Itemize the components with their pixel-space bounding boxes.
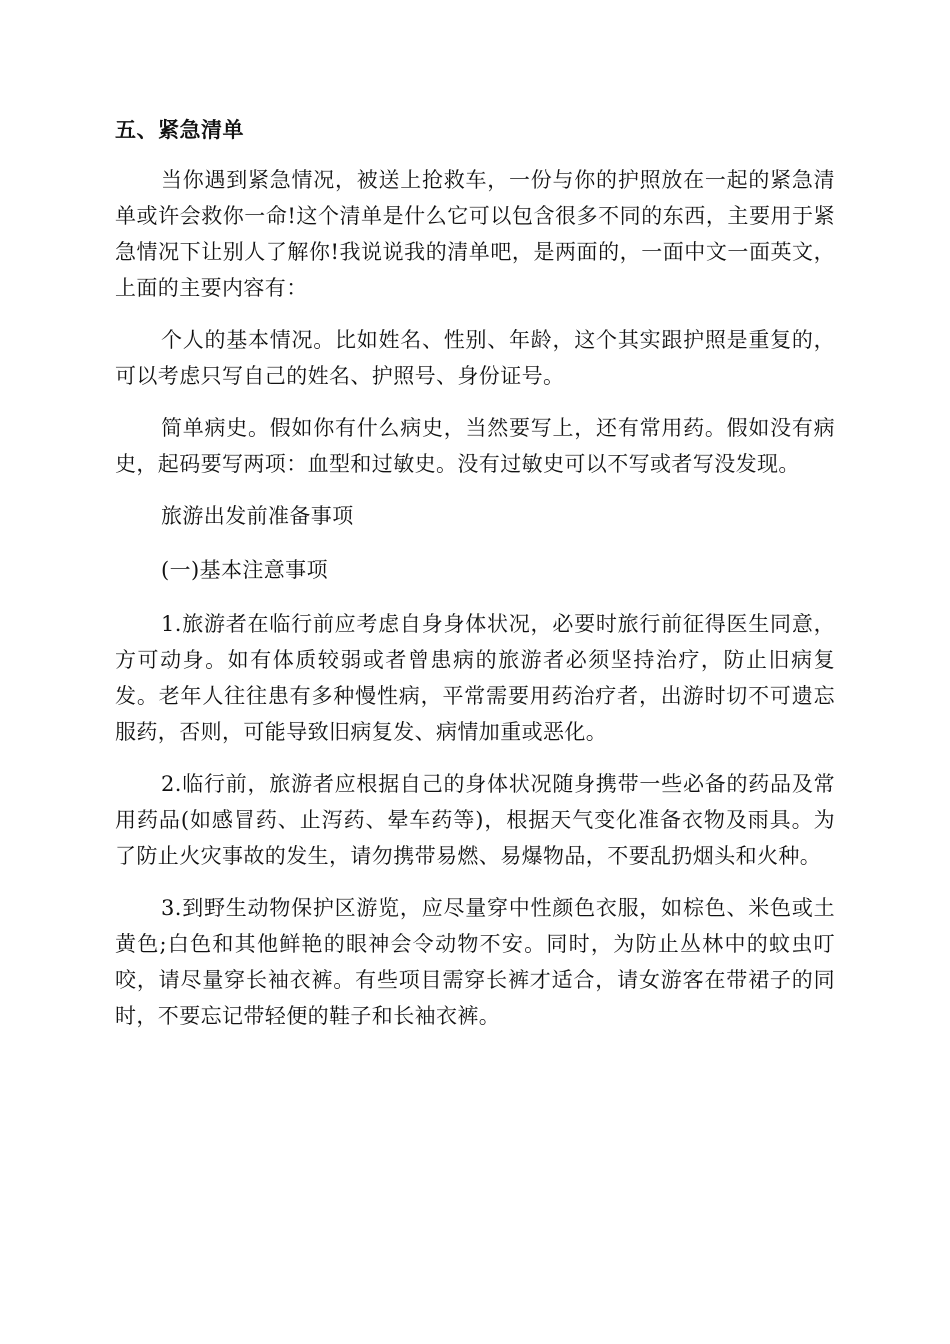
paragraph-item-2: 2.临行前，旅游者应根据自己的身体状况随身携带一些必备的药品及常用药品(如感冒药、止泻药、晕车药等)，根据天气变化准备衣物及雨具。为了防止火灾事故的发生，请勿携带易燃、易爆物品，不要乱扔烟头和火种。 (115, 772, 835, 868)
paragraph-basic-notes-title: (一)基本注意事项 (161, 558, 328, 582)
paragraph-medical-history: 简单病史。假如你有什么病史，当然要写上，还有常用药。假如没有病史，起码要写两项：血型和过敏史。没有过敏史可以不写或者写没发现。 (115, 416, 835, 476)
paragraph-item-1: 1.旅游者在临行前应考虑自身身体状况，必要时旅行前征得医生同意，方可动身。如有体质较弱或者曾患病的旅游者必须坚持治疗，防止旧病复发。老年人往往患有多种慢性病，平常需要用药治疗者，出游时切不可遗忘服药，否则，可能导致旧病复发、病情加重或恶化。 (115, 612, 835, 744)
paragraph-emergency-list: 当你遇到紧急情况，被送上抢救车，一份与你的护照放在一起的紧急清单或许会救你一命!这个清单是什么它可以包含很多不同的东西，主要用于紧急情况下让别人了解你!我说说我的清单吧，是两面的，一面中文一面英文，上面的主要内容有： (115, 168, 835, 300)
document-body (115, 112, 835, 1050)
paragraph-travel-preparation-title: 旅游出发前准备事项 (161, 504, 354, 528)
paragraph-personal-info: 个人的基本情况。比如姓名、性别、年龄，这个其实跟护照是重复的，可以考虑只写自己的姓名、护照号、身份证号。 (115, 328, 835, 388)
paragraph-item-3: 3.到野生动物保护区游览，应尽量穿中性颜色衣服，如棕色、米色或土黄色;白色和其他鲜艳的眼神会令动物不安。同时，为防止丛林中的蚊虫叮咬，请尽量穿长袖衣裤。有些项目需穿长裤才适合，请女游客在带裙子的同时，不要忘记带轻便的鞋子和长袖衣裤。 (115, 896, 835, 1028)
section-heading: 五、紧急清单 (115, 118, 244, 142)
